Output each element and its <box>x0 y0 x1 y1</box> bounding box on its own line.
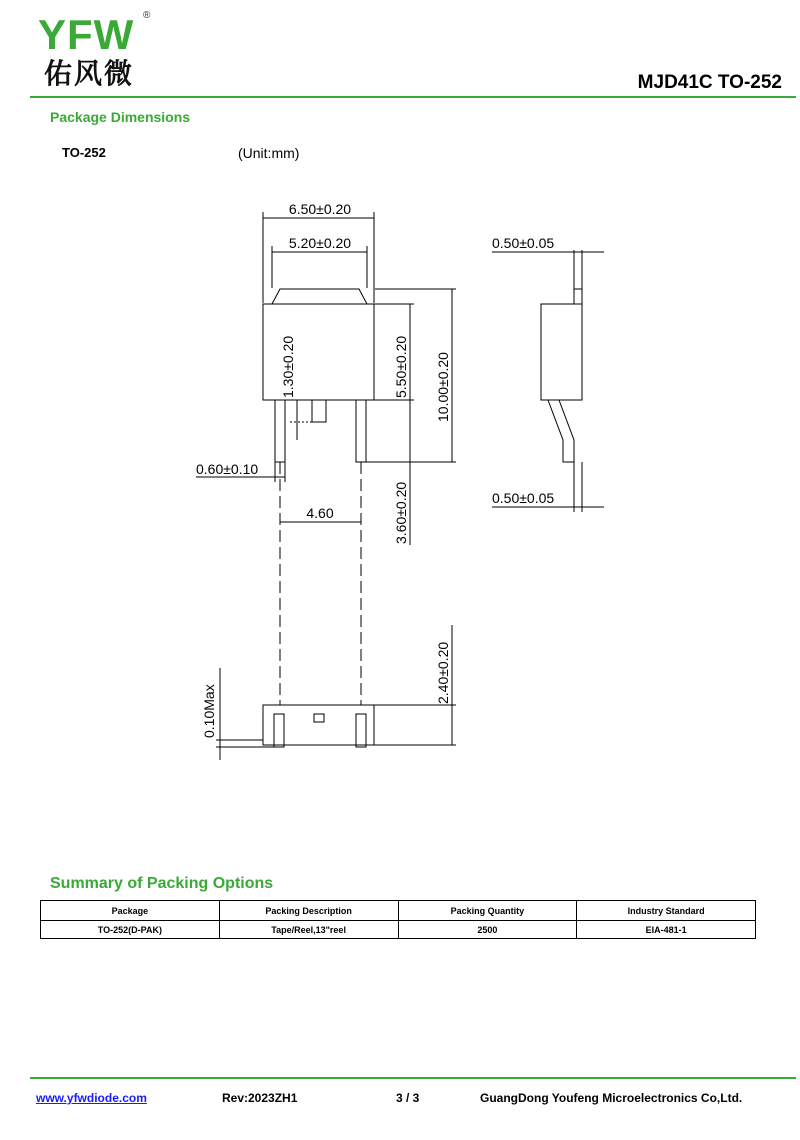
dim-label-5-50: 5.50±0.20 <box>393 335 409 398</box>
logo-chinese-name: 佑风微 <box>44 57 135 90</box>
unit-label: (Unit:mm) <box>238 145 300 161</box>
cell-packing-description: Tape/Reel,13"reel <box>219 921 398 939</box>
footer-divider <box>30 1077 796 1079</box>
dim-label-lead-length: 3.60±0.20 <box>393 481 409 544</box>
bottom-lead-right <box>356 714 366 747</box>
dim-label-tab-width: 5.20±0.20 <box>288 235 352 251</box>
dim-label-lead-width: 0.60±0.10 <box>196 461 259 477</box>
package-name: TO-252 <box>62 145 106 160</box>
side-lead-outline <box>548 400 574 462</box>
lead-center <box>312 400 326 422</box>
packing-options-table <box>40 900 756 939</box>
logo-text: YFW <box>38 11 135 58</box>
lead-right <box>356 400 366 462</box>
column-header-packing-description: Packing Description <box>219 901 398 921</box>
dim-label-body-height: 2.40±0.20 <box>435 641 451 704</box>
dim-label-body-width: 6.50±0.20 <box>288 201 352 217</box>
dim-label-lead-pitch: 4.60 <box>306 505 334 521</box>
side-body-outline <box>541 304 582 400</box>
bottom-body-outline <box>263 705 374 745</box>
section-title-packing-options: Summary of Packing Options <box>50 875 274 892</box>
tab-outline <box>272 289 367 304</box>
table-header-row <box>41 901 756 921</box>
column-header-packing-quantity: Packing Quantity <box>398 901 577 921</box>
cell-industry-standard: EIA-481-1 <box>577 921 756 939</box>
website-link[interactable]: www.yfwdiode.com <box>36 1091 147 1105</box>
dim-label-10-00: 10.00±0.20 <box>435 352 451 422</box>
company-name: GuangDong Youfeng Microelectronics Co,Ltd. <box>480 1091 743 1105</box>
column-header-package: Package <box>41 901 220 921</box>
document-title: MJD41C TO-252 <box>637 72 782 93</box>
bottom-marker <box>314 714 324 722</box>
dim-label-lead-thickness: 0.50±0.05 <box>492 490 555 506</box>
dim-label-standoff: 0.10Max <box>201 684 217 738</box>
side-tab-outline <box>574 289 582 304</box>
table-row <box>41 921 756 939</box>
column-header-industry-standard: Industry Standard <box>577 901 756 921</box>
cell-packing-quantity: 2500 <box>398 921 577 939</box>
cell-package: TO-252(D-PAK) <box>41 921 220 939</box>
registered-mark: ® <box>143 10 151 21</box>
dim-label-tab-thickness: 0.50±0.05 <box>492 235 555 251</box>
section-title-package-dimensions: Package Dimensions <box>50 109 191 125</box>
lead-left <box>275 400 285 462</box>
page-number: 3 / 3 <box>396 1091 420 1105</box>
bottom-lead-left <box>274 714 284 747</box>
dim-label-1-30: 1.30±0.20 <box>280 335 296 398</box>
revision-label: Rev:2023ZH1 <box>222 1091 298 1105</box>
